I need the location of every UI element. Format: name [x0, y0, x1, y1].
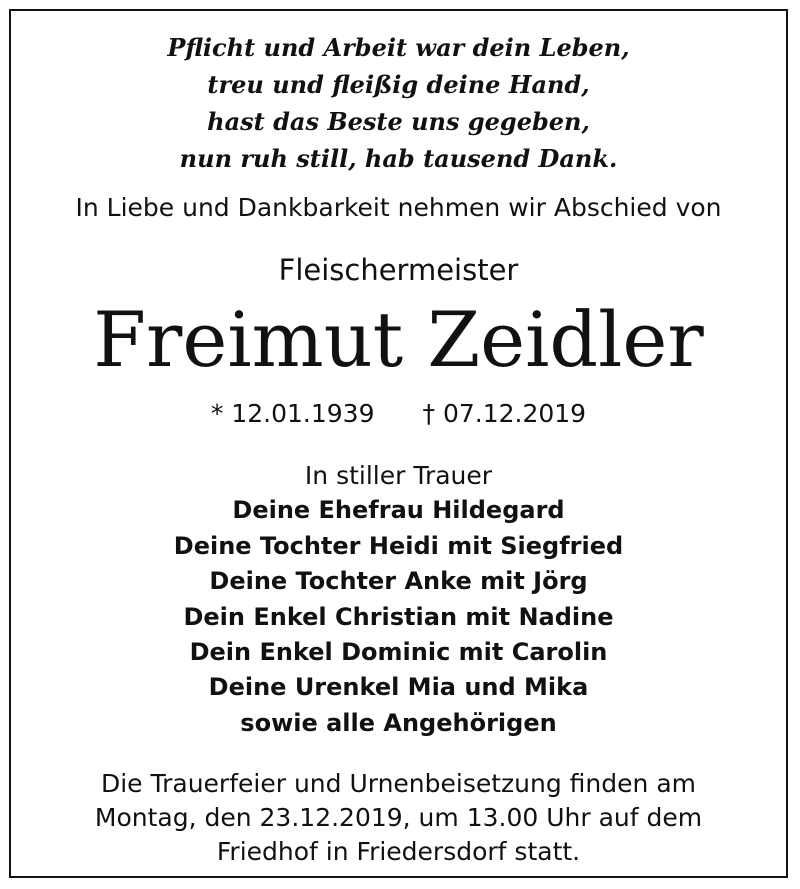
farewell-intro: In Liebe und Dankbarkeit nehmen wir Abschied von — [75, 193, 722, 222]
deceased-name: Freimut Zeidler — [93, 295, 704, 384]
funeral-line: Friedhof in Friedersdorf statt. — [216, 837, 581, 866]
obituary-notice — [9, 9, 788, 878]
funeral-line: Die Trauerfeier und Urnenbeisetzung finden am — [100, 769, 696, 798]
mourner-name: Dein Enkel Dominic mit Carolin — [189, 638, 608, 667]
funeral-line: Montag, den 23.12.2019, um 13.00 Uhr auf dem — [94, 803, 703, 832]
poem-line: nun ruh still, hab tausend Dank. — [179, 144, 618, 173]
mourner-name: sowie alle Angehörigen — [240, 708, 557, 737]
death-date: † 07.12.2019 — [422, 399, 587, 428]
birth-date: * 12.01.1939 — [210, 399, 375, 428]
deceased-occupation: Fleischermeister — [278, 253, 519, 287]
mourner-name: Deine Tochter Heidi mit Siegfried — [173, 531, 624, 560]
poem-line: treu und fleißig deine Hand, — [207, 70, 590, 99]
mourner-name: Deine Ehefrau Hildegard — [232, 496, 565, 525]
mourners-list — [11, 458, 786, 741]
poem-line: Pflicht und Arbeit war dein Leben, — [167, 33, 630, 62]
poem-line: hast das Beste uns gegeben, — [207, 107, 590, 136]
mourner-name: Deine Tochter Anke mit Jörg — [209, 567, 588, 596]
memorial-poem — [11, 29, 786, 177]
mourner-name: Dein Enkel Christian mit Nadine — [183, 602, 614, 631]
mourner-name: Deine Urenkel Mia und Mika — [208, 673, 589, 702]
funeral-details — [11, 767, 786, 869]
mourning-lead: In stiller Trauer — [304, 461, 493, 490]
life-dates — [11, 397, 786, 431]
